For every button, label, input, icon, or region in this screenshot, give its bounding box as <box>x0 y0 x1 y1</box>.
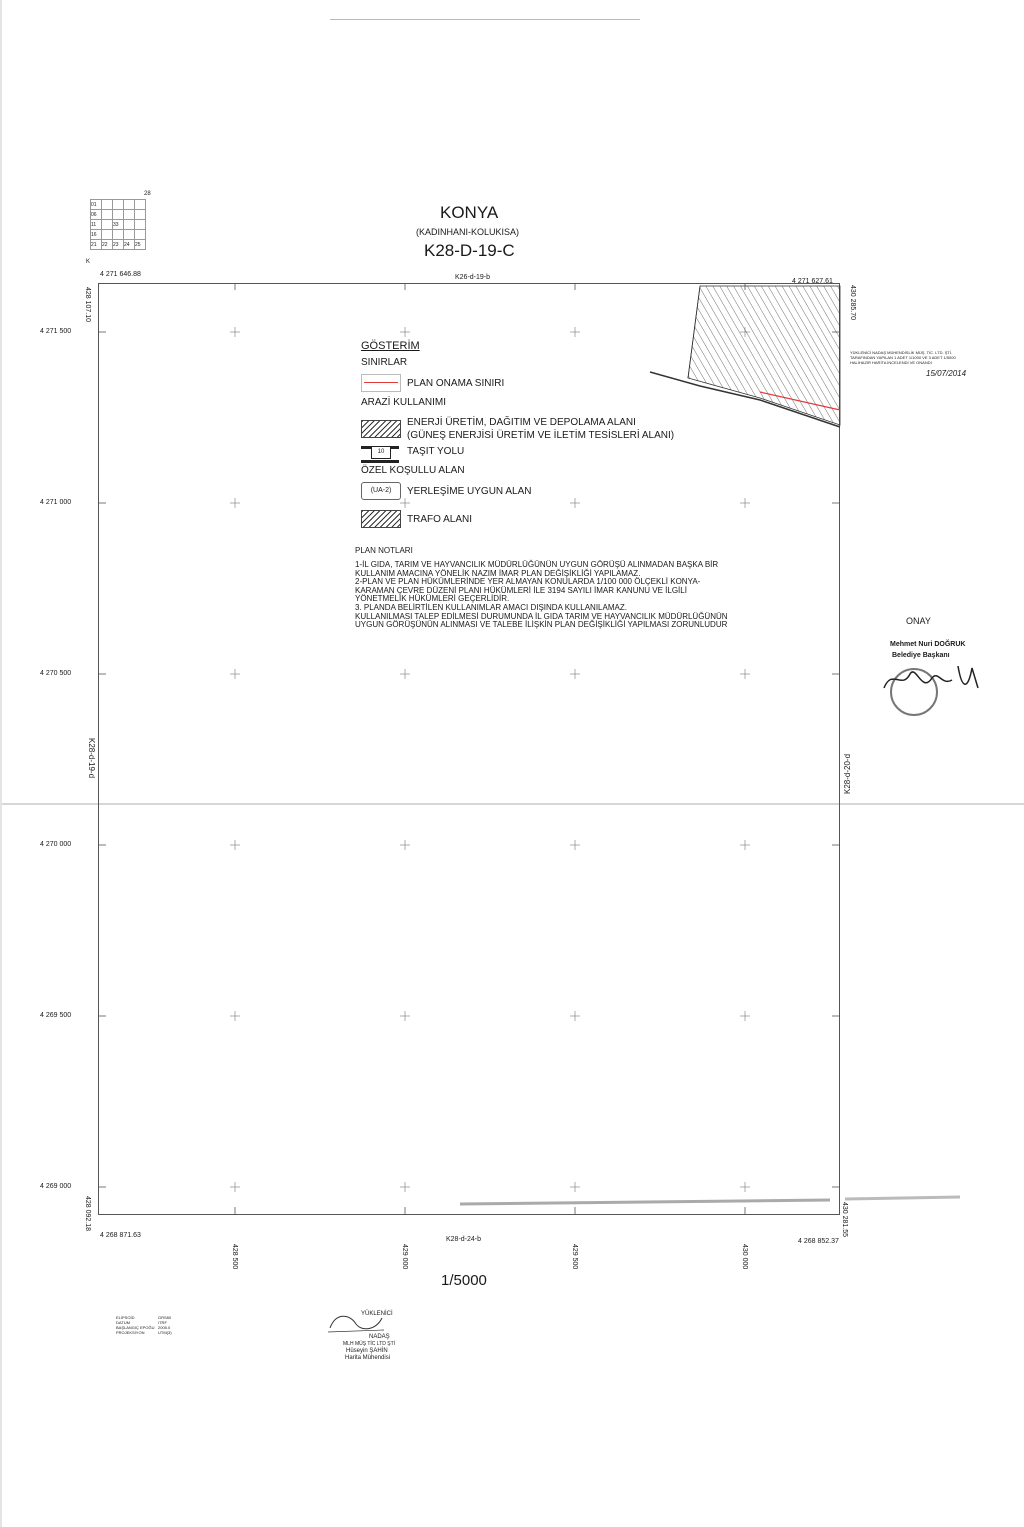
scan-streak <box>845 1197 960 1199</box>
map-title-city: KONYA <box>440 203 499 222</box>
legend-special-heading: ÖZEL KOŞULLU ALAN <box>361 465 465 476</box>
plan-note-line: 1-İL GIDA, TARIM VE HAYVANCILIK MÜDÜRLÜĞÜNÜN UYGUN GÖRÜŞÜ ALINMADAN BAŞKA BİR <box>355 560 719 569</box>
geodesy-label: PROJEKSİYON <box>116 1330 145 1335</box>
corner-top-right-north: 4 271 627.61 <box>792 278 833 285</box>
corner-bottom-right-east: 430 281.55 <box>841 1202 848 1238</box>
contractor-note-line: HALİHAZIR HARİTA İNCELENDİ VE ONANDI <box>850 360 932 365</box>
neighbor-bottom: K28-d-24-b <box>446 1236 482 1243</box>
geodesy-block <box>116 1315 172 1335</box>
index-map-cell: 11 <box>91 220 102 230</box>
plan-note-line: 2-PLAN VE PLAN HÜKÜMLERİNDE YER ALMAYAN KONULARDA 1/100 000 ÖLÇEKLİ KONYA- <box>355 577 701 587</box>
northing-label: 4 270 500 <box>40 670 72 677</box>
index-map-cell: 22 <box>102 240 113 250</box>
legend-boundaries-heading: SINIRLAR <box>361 357 408 368</box>
contractor-role: Harita Mühendisi <box>345 1355 391 1361</box>
easting-label: 429 500 <box>571 1244 578 1270</box>
geodesy-value: UTM(3) <box>158 1330 172 1335</box>
contractor-company: NADAŞ <box>369 1334 390 1340</box>
northing-label: 4 271 500 <box>40 328 72 335</box>
index-map-cell: 01 <box>91 200 102 210</box>
plan-note-line: 3. PLANDA BELİRTİLEN KULLANIMLAR AMACI DIŞINDA KULLANILAMAZ. <box>355 602 627 612</box>
plan-note-line: KARAMAN ÇEVRE DÜZENİ PLANI HÜKÜMLERİ İLE 3194 SAYILI İMAR KANUNU VE İLGİLİ <box>355 585 687 595</box>
corner-bottom-right-north: 4 268 852.37 <box>798 1238 839 1245</box>
index-map-cell: 24 <box>124 240 135 250</box>
plan-note-line: UYGUN GÖRÜŞÜNÜN ALINMASI VE TALEBE İLİŞKİN PLAN DEĞİŞİKLİĞİ YAPILMASI ZORUNLUDUR <box>355 620 728 630</box>
road-number-box: 10 <box>371 446 391 459</box>
easting-label: 428 500 <box>231 1244 238 1270</box>
energy-area-swatch <box>361 420 401 438</box>
map-sheet-code: K28-D-19-C <box>424 241 515 260</box>
index-map-cell: 21 <box>91 240 102 250</box>
index-map-top-label: 28 <box>144 191 151 197</box>
index-map-cell: 25 <box>135 240 146 250</box>
northing-label: 4 270 000 <box>40 841 72 848</box>
northing-label: 4 271 000 <box>40 499 72 506</box>
approval-title: Belediye Başkanı <box>892 652 950 659</box>
geodesy-label: BAŞLANGIÇ EPOĞU <box>116 1325 155 1330</box>
legend-energy-line2: (GÜNEŞ ENERJİSİ ÜRETİM VE İLETİM TESİSLERİ ALANI) <box>407 430 675 441</box>
geodesy-label: ELİPSOİD <box>116 1315 135 1320</box>
contractor-approval-note <box>850 350 956 365</box>
scan-streak <box>460 1200 830 1204</box>
plan-note-line: KULLANIM AMACINA YÖNELİK NAZIM İMAR PLAN DEĞİŞİKLİĞİ YAPILAMAZ. <box>355 568 641 578</box>
neighbor-top: K26-d-19-b <box>455 274 491 281</box>
road-swatch <box>361 446 399 463</box>
index-map-corner-label: K <box>86 259 91 265</box>
plan-boundary-swatch <box>361 374 401 392</box>
northing-label: 4 269 500 <box>40 1012 72 1019</box>
map-title-district: (KADINHANI-KOLUKISA) <box>416 227 520 237</box>
approval-name: Mehmet Nuri DOĞRUK <box>890 641 966 648</box>
corner-bottom-left-east: 428 092.18 <box>84 1196 91 1232</box>
geodesy-value: ITRF <box>158 1320 167 1325</box>
contractor-heading: YÜKLENİCİ <box>361 1311 393 1317</box>
plan-notes <box>355 561 728 630</box>
index-map-cell: 23 <box>113 240 124 250</box>
legend-trafo: TRAFO ALANI <box>407 514 473 525</box>
grid-crosses <box>230 327 750 1192</box>
map-scale: 1/5000 <box>441 1272 487 1289</box>
plan-notes-heading: PLAN NOTLARI <box>355 546 413 555</box>
corner-top-left-east: 428 107.10 <box>84 287 91 323</box>
index-map-cell: 16 <box>91 230 102 240</box>
corner-top-right-east: 430 285.70 <box>849 285 856 321</box>
contractor-note-line: TARAFINDAN YAPILAN 1 ADET 1/1000 VE 3 ADET 1/5000 <box>850 355 956 360</box>
index-map-cell: 06 <box>91 210 102 220</box>
neighbor-right: K28-d-20-d <box>843 753 852 794</box>
legend-road: TAŞIT YOLU <box>407 446 465 457</box>
corner-top-left-north: 4 271 646.88 <box>100 271 141 278</box>
geodesy-label: DATUM <box>116 1320 130 1325</box>
approval-heading: ONAY <box>906 616 931 626</box>
trafo-area-swatch <box>361 510 401 528</box>
energy-area-parcel <box>688 286 840 425</box>
approval-date-mark: 15/07/2014 <box>926 369 967 378</box>
contractor-person: Hüseyin ŞAHİN <box>346 1348 388 1354</box>
geodesy-value: GRS80 <box>158 1315 172 1320</box>
plan-note-line: YÖNETMELİK HÜKÜMLERİ GEÇERLİDİR. <box>355 594 510 604</box>
contractor-note-line: YÜKLENİCİ NADAŞ MÜHENDİSLİK MÜŞ. TİC. LTD. ŞTİ. <box>850 350 953 355</box>
easting-label: 430 000 <box>741 1244 748 1270</box>
corner-bottom-left-north: 4 268 871.63 <box>100 1232 141 1239</box>
index-map-cell: 33 <box>113 220 124 230</box>
legend-plan-boundary: PLAN ONAMA SINIRI <box>407 378 505 389</box>
legend-heading: GÖSTERİM <box>361 340 420 352</box>
legend-land-use-heading: ARAZİ KULLANIMI <box>361 397 447 408</box>
contractor-company-full: MLH MÜŞ TİC LTD ŞTİ <box>343 1341 396 1347</box>
legend-energy-line1: ENERJİ ÜRETİM, DAĞITIM VE DEPOLAMA ALANI <box>407 417 636 428</box>
geodesy-value: 2005.0 <box>158 1325 171 1330</box>
approval-signature <box>880 660 990 700</box>
ua-code-box: (UA-2) <box>361 482 401 500</box>
northing-label: 4 269 000 <box>40 1183 72 1190</box>
neighbor-left: K28-d-19-d <box>87 738 96 779</box>
legend-ua: YERLEŞİME UYGUN ALAN <box>407 486 532 497</box>
plan-note-line: KULLANILMASI TALEP EDİLMESİ DURUMUNDA İL GIDA TARIM VE HAYVANCILIK MÜDÜRLÜĞÜNÜN <box>355 611 728 621</box>
easting-label: 429 000 <box>401 1244 408 1270</box>
